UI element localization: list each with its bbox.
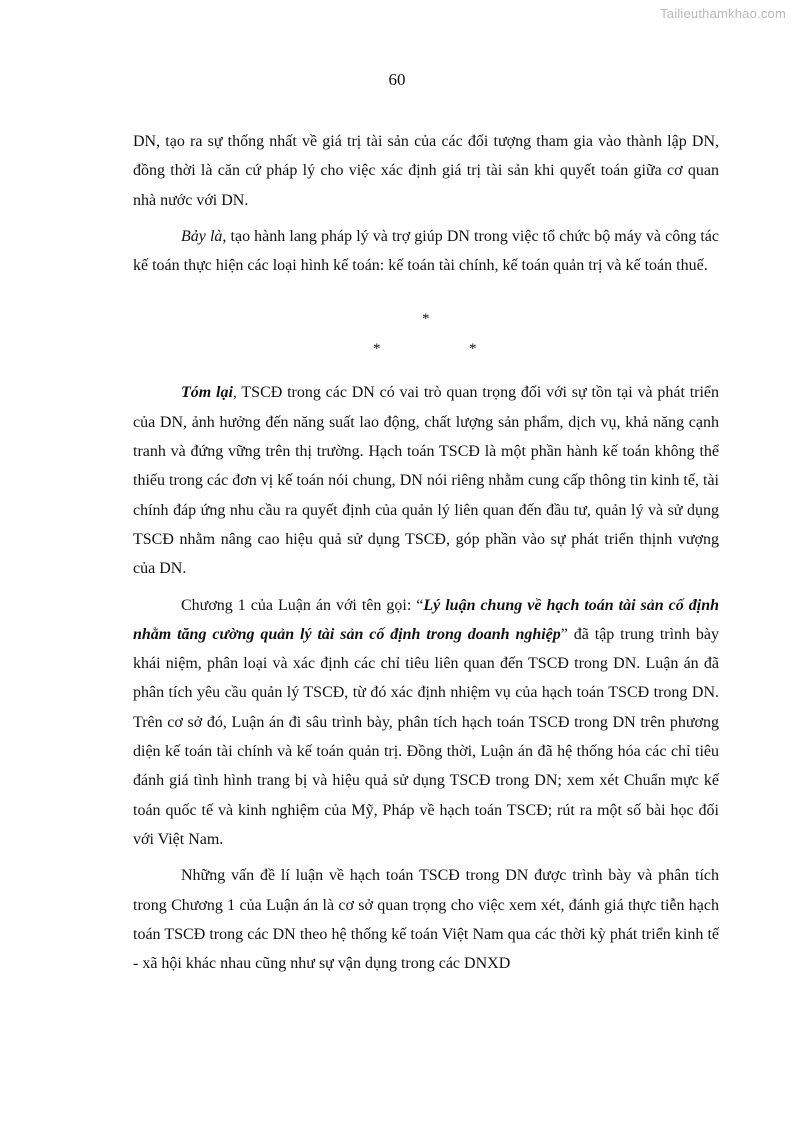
paragraph-text: ” đã tập trung trình bày khái niệm, phân loại và xác định các chỉ tiêu liên quan đến TSCĐ trong DN. Luận án đã phân tích yêu cầu quản lý TSCĐ, từ đó xác định nhiệm vụ của hạch toán TSCĐ trong DN. Trên cơ sở đó, Luận án đi sâu trình bày, phân tích hạch toán TSCĐ trong DN trên phương diện kế toán tài chính và kế toán quản trị. Đồng thời, Luận án đã hệ thống hóa các chỉ tiêu đánh giá tình hình trang bị và hiệu quả sử dụng TSCĐ trong DN; xem xét Chuẩn mực kế toán quốc tế và kinh nghiệm của Mỹ, Pháp về hạch toán TSCĐ; rút ra một số bài học đối với Việt Nam. xyxy=(133,625,720,848)
page-number: 60 xyxy=(388,70,406,89)
paragraph-bay-la xyxy=(133,222,719,281)
paragraph-text: , TSCĐ trong các DN có vai trò quan trọng đối với sự tồn tại và phát triển của DN, ảnh hưởng đến năng suất lao động, chất lượng sản phẩm, dịch vụ, khả năng cạnh tranh và đứng vững trên thị trường. Hạch toán TSCĐ là một phần hành kế toán không thể thiếu trong các đơn vị kế toán nói chung, DN nói riêng nhằm cung cấp thông tin kinh tế, tài chính đáp ứng nhu cầu ra quyết định của quản lý liên quan đến đầu tư, quản lý và sử dụng TSCĐ nhằm nâng cao hiệu quả sử dụng TSCĐ, góp phần vào sự phát triển thịnh vượng của DN. xyxy=(133,384,720,578)
separator-star: * xyxy=(469,341,477,358)
paragraph-text: , tạo hành lang pháp lý và trợ giúp DN trong việc tổ chức bộ máy và công tác kế toán thực hiện các loại hình kế toán: kế toán tài chính, kế toán quản trị và kế toán thuế. xyxy=(133,227,719,275)
chapter-title: Lý luận chung về hạch toán tài sản cố định nhằm tăng cường quản lý tài sản cố định trong doanh nghiệp xyxy=(133,596,719,643)
paragraph-lead-bold-italic: Tóm lại xyxy=(181,384,233,402)
paragraph-chapter-summary xyxy=(133,591,719,855)
section-separator xyxy=(133,302,719,358)
separator-star: * xyxy=(373,341,381,358)
page-body xyxy=(133,127,719,978)
watermark: Tailieuthamkhao.com xyxy=(660,6,786,21)
paragraph-conclusion: Những vấn đề lí luận về hạch toán TSCĐ trong DN được trình bày và phân tích trong Chương 1 của Luận án là cơ sở quan trọng cho việc xem xét, đánh giá thực tiễn hạch toán TSCĐ trong các DN theo hệ thống kế toán Việt Nam qua các thời kỳ phát triển kinh tế - xã hội khác nhau cũng như sự vận dụng trong các DNXD xyxy=(133,867,719,973)
paragraph-lead-italic: Bảy là xyxy=(181,227,223,245)
paragraph-text: Chương 1 của Luận án với tên gọi: “ xyxy=(181,596,424,614)
paragraph-continuation: DN, tạo ra sự thống nhất về giá trị tài sản của các đối tượng tham gia vào thành lập DN, đồng thời là căn cứ pháp lý cho việc xác định giá trị tài sản khi quyết toán giữa cơ quan nhà nước với DN. xyxy=(133,133,719,209)
separator-star: * xyxy=(422,311,430,328)
paragraph-tom-lai xyxy=(133,378,719,583)
